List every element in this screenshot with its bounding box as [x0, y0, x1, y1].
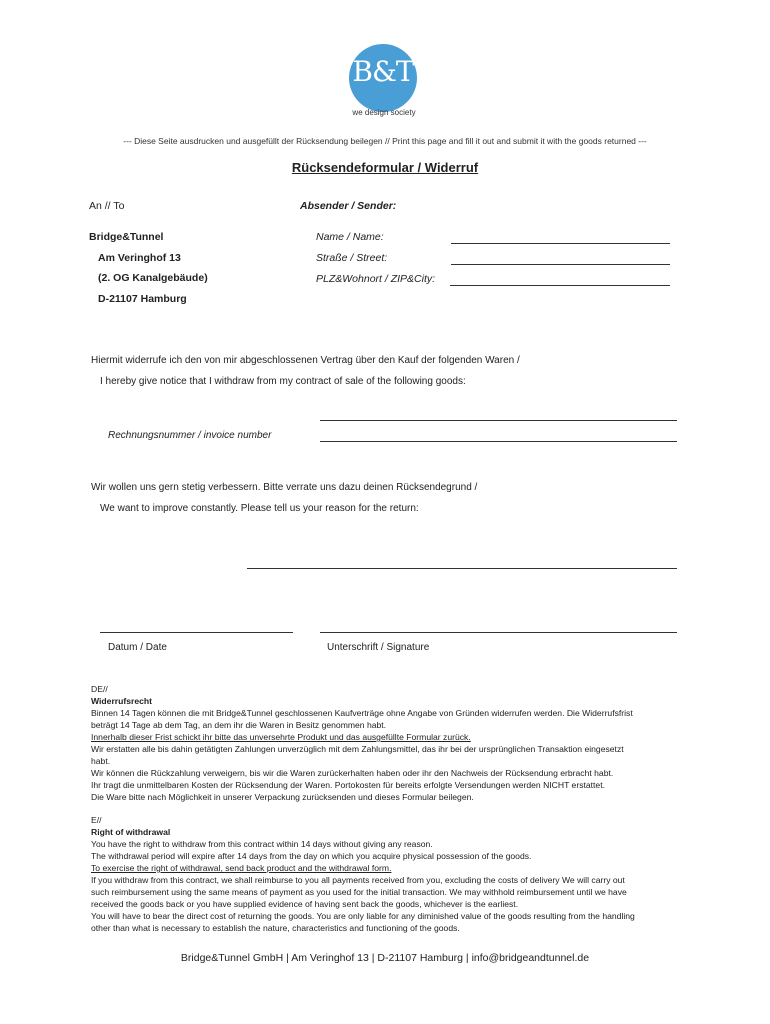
- de-line: Ihr tragt die unmittelbaren Kosten der Rücksendung der Waren. Portokosten für bereits erfolgte Versendungen werden NICHT erstattet.: [91, 780, 605, 790]
- reason-field[interactable]: [247, 568, 677, 569]
- street-label: Straße / Street:: [316, 252, 388, 264]
- en-line: other than what is necessary to establish the nature, characteristics and functioning of the goods.: [91, 923, 460, 933]
- logo-mark: B&T: [352, 55, 414, 88]
- en-line: The withdrawal period will expire after 14 days from the day on which you acquire physical possession of the goods.: [91, 851, 532, 861]
- en-tag: E//: [91, 815, 102, 825]
- en-line: You will have to bear the direct cost of returning the goods. You are only liable for any diminished value of the goods resulting from the handling: [91, 911, 635, 921]
- de-line: Die Ware bitte nach Möglichkeit in unserer Verpackung zurücksenden und dieses Formular beilegen.: [91, 792, 474, 802]
- signature-label: Unterschrift / Signature: [327, 642, 430, 653]
- invoice-field[interactable]: [320, 441, 677, 442]
- date-field[interactable]: [100, 632, 293, 633]
- footer: Bridge&Tunnel GmbH | Am Veringhof 13 | D-21107 Hamburg | info@bridgeandtunnel.de: [180, 952, 590, 964]
- sender-label: Absender / Sender:: [300, 200, 397, 212]
- date-label: Datum / Date: [108, 642, 167, 653]
- page-title: Rücksendeformular / Widerruf: [291, 160, 479, 175]
- reason-text-en: We want to improve constantly. Please tell us your reason for the return:: [100, 503, 419, 514]
- logo-tagline: we design society: [352, 108, 416, 117]
- en-section: [91, 814, 691, 934]
- to-label: An // To: [89, 200, 125, 212]
- invoice-label: Rechnungsnummer / invoice number: [108, 430, 272, 441]
- signature-field[interactable]: [320, 632, 677, 633]
- en-line: If you withdraw from this contract, we shall reimburse to you all payments received from you, excluding the costs of delivery We will carry out: [91, 875, 625, 885]
- name-field[interactable]: [451, 243, 670, 244]
- de-line: Binnen 14 Tagen können die mit Bridge&Tunnel geschlossenen Kaufverträge ohne Angabe von Gründen widerrufen werden. Die Widerrufsfrist: [91, 708, 633, 718]
- address-building: (2. OG Kanalgebäude): [98, 272, 208, 284]
- de-line: beträgt 14 Tage ab dem Tag, an dem ihr die Waren in Besitz genommen habt.: [91, 720, 387, 730]
- address-city: D-21107 Hamburg: [98, 293, 187, 305]
- de-line: Innerhalb dieser Frist schickt ihr bitte das unversehrte Produkt und das ausgefüllte Formular zurück.: [91, 732, 471, 742]
- de-line: Wir erstatten alle bis dahin getätigten Zahlungen unverzüglich mit dem Zahlungsmittel, das ihr bei der ursprünglichen Transaktion eingesetzt: [91, 744, 624, 754]
- street-field[interactable]: [451, 264, 670, 265]
- en-line: received the goods back or you have supplied evidence of having sent back the goods, whichever is the earliest.: [91, 899, 519, 909]
- de-tag: DE//: [91, 684, 108, 694]
- en-line: To exercise the right of withdrawal, send back product and the withdrawal form.: [91, 863, 392, 873]
- withdraw-text-de: Hiermit widerrufe ich den von mir abgeschlossenen Vertrag über den Kauf der folgenden Waren /: [91, 355, 520, 366]
- address-street: Am Veringhof 13: [98, 252, 181, 264]
- de-section: [91, 683, 691, 803]
- goods-field[interactable]: [320, 420, 677, 421]
- de-line: Wir können die Rückzahlung verweigern, bis wir die Waren zurückerhalten haben oder ihr den Nachweis der Rücksendung erbracht habt.: [91, 768, 614, 778]
- print-instruction: --- Diese Seite ausdrucken und ausgefüllt der Rücksendung beilegen // Print this page and fill it out and submit it with the goods returned ---: [123, 136, 647, 146]
- withdraw-text-en: I hereby give notice that I withdraw from my contract of sale of the following goods:: [100, 376, 466, 387]
- de-line: habt.: [91, 756, 111, 766]
- reason-text-de: Wir wollen uns gern stetig verbessern. Bitte verrate uns dazu deinen Rücksendegrund /: [91, 482, 478, 493]
- brand-logo: [349, 44, 417, 112]
- name-label: Name / Name:: [316, 231, 384, 243]
- address-company: Bridge&Tunnel: [89, 231, 164, 243]
- de-heading: Widerrufsrecht: [91, 696, 153, 706]
- zip-city-field[interactable]: [450, 285, 670, 286]
- en-heading: Right of withdrawal: [91, 827, 171, 837]
- en-line: such reimbursement using the same means of payment as you used for the initial transaction. We may withhold reimbursement until we have: [91, 887, 627, 897]
- zip-city-label: PLZ&Wohnort / ZIP&City:: [316, 273, 436, 285]
- en-line: You have the right to withdraw from this contract within 14 days without giving any reason.: [91, 839, 433, 849]
